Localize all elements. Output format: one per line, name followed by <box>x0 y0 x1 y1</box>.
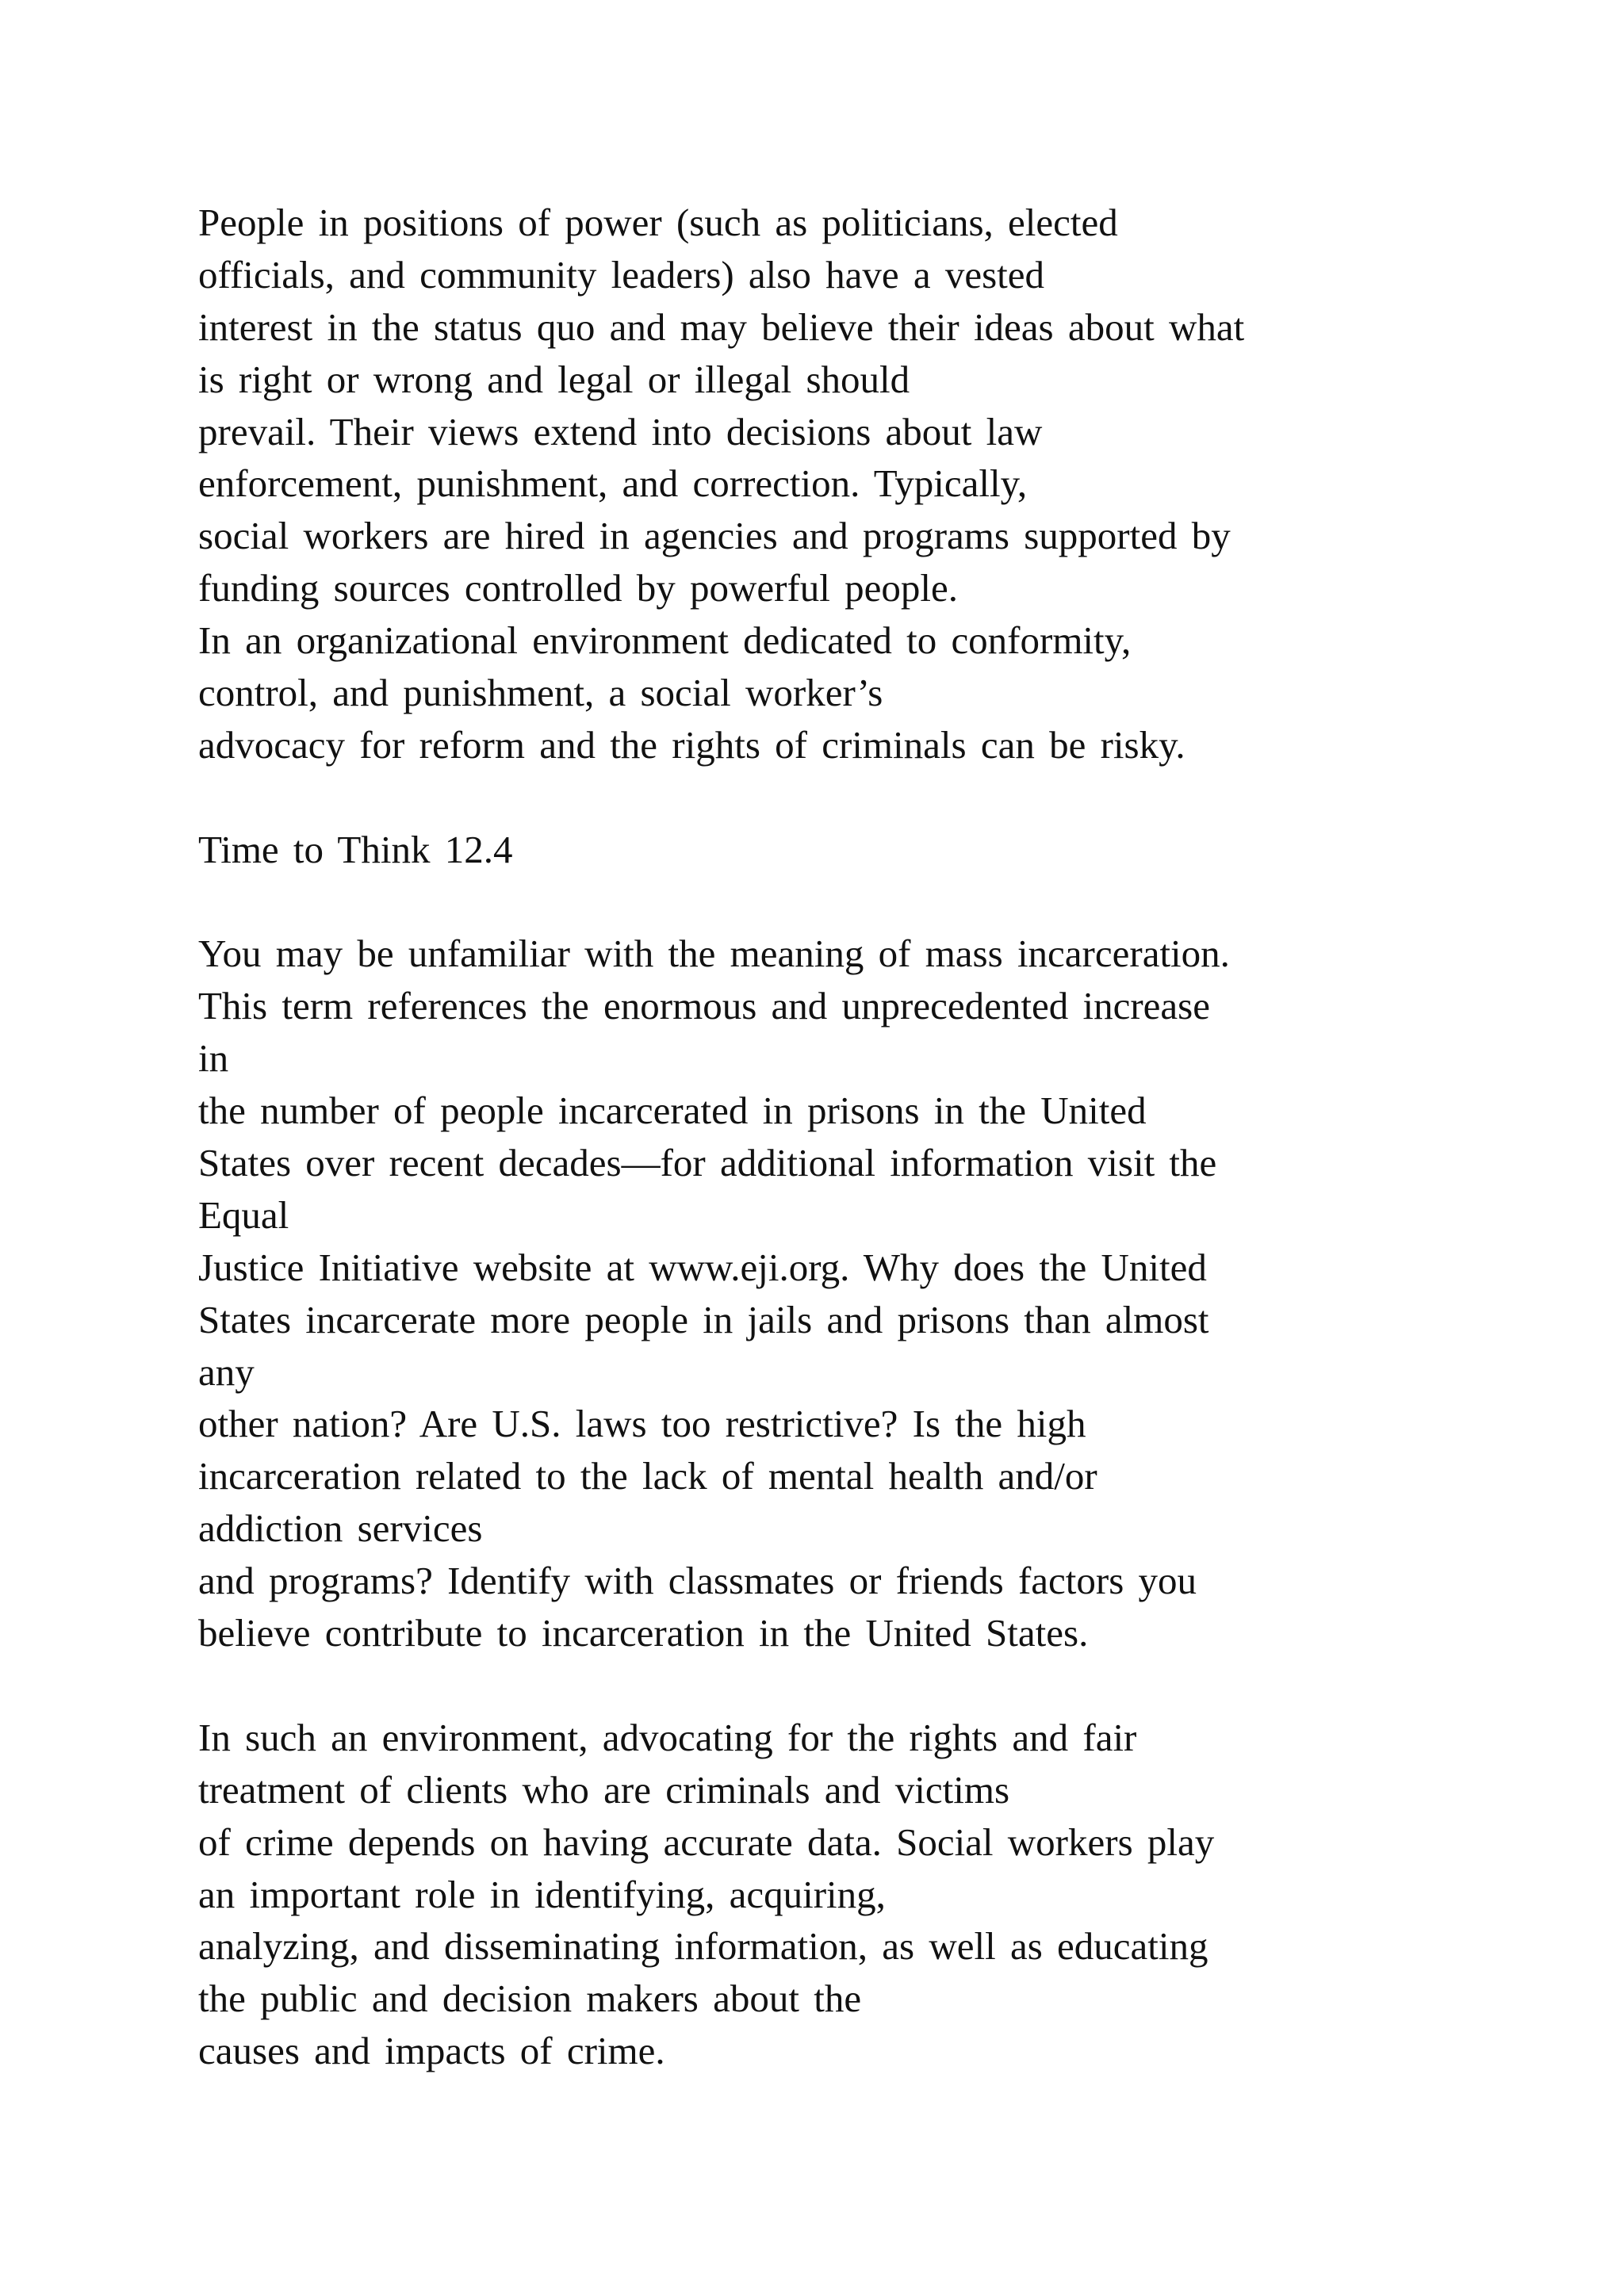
text-line: This term references the enormous and unprecedented increase <box>198 984 1210 1028</box>
text-line: interest in the status quo and may believe their ideas about what <box>198 304 1245 349</box>
text-line: analyzing, and disseminating information, as well as educating <box>198 1924 1208 1969</box>
text-line: Justice Initiative website at www.eji.org. Why does the United <box>198 1245 1207 1289</box>
text-line: In such an environment, advocating for the rights and fair <box>198 1715 1137 1759</box>
section-heading <box>198 824 1546 876</box>
text-line: You may be unfamiliar with the meaning of mass incarceration. <box>198 932 1230 976</box>
text-line: advocacy for reform and the rights of criminals can be risky. <box>198 722 1185 767</box>
text-line: addiction services <box>198 1506 483 1551</box>
text-line: enforcement, punishment, and correction. Typically, <box>198 461 1028 506</box>
text-line: States incarcerate more people in jails and prisons than almost <box>198 1297 1209 1341</box>
paragraph-power <box>198 197 1546 771</box>
text-line: and programs? Identify with classmates or friends factors you <box>198 1559 1197 1603</box>
text-line: treatment of clients who are criminals and victims <box>198 1767 1010 1812</box>
text-line: Equal <box>198 1192 289 1237</box>
text-line: People in positions of power (such as politicians, elected <box>198 201 1118 244</box>
text-line: in <box>198 1036 229 1081</box>
paragraph-gap <box>198 1659 1546 1712</box>
text-line: causes and impacts of crime. <box>198 2029 665 2073</box>
text-line: control, and punishment, a social worker’s <box>198 671 883 715</box>
text-line: States over recent decades—for additional information visit the <box>198 1141 1217 1185</box>
text-line: funding sources controlled by powerful people. <box>198 566 959 610</box>
text-line: of crime depends on having accurate data. Social workers play <box>198 1820 1215 1864</box>
text-line: believe contribute to incarceration in the United States. <box>198 1611 1089 1655</box>
text-line: In an organizational environment dedicated to conformity, <box>198 618 1132 663</box>
text-line: the public and decision makers about the <box>198 1976 862 2021</box>
text-line: the number of people incarcerated in prisons in the United <box>198 1089 1147 1133</box>
paragraph-advocacy <box>198 1712 1546 2077</box>
paragraph-gap <box>198 771 1546 824</box>
heading-time-to-think: Time to Think 12.4 <box>198 827 513 871</box>
document-body <box>198 197 1546 2077</box>
text-line: other nation? Are U.S. laws too restrictive? Is the high <box>198 1402 1086 1446</box>
text-line: incarceration related to the lack of mental health and/or <box>198 1454 1097 1498</box>
paragraph-mass-incarceration <box>198 928 1546 1659</box>
text-line: any <box>198 1349 255 1394</box>
text-line: officials, and community leaders) also have a vested <box>198 252 1045 297</box>
text-line: an important role in identifying, acquiring, <box>198 1872 886 1916</box>
text-line: is right or wrong and legal or illegal should <box>198 357 910 401</box>
text-line: social workers are hired in agencies and programs supported by <box>198 514 1231 558</box>
paragraph-gap <box>198 876 1546 928</box>
text-line: prevail. Their views extend into decisions about law <box>198 409 1043 453</box>
